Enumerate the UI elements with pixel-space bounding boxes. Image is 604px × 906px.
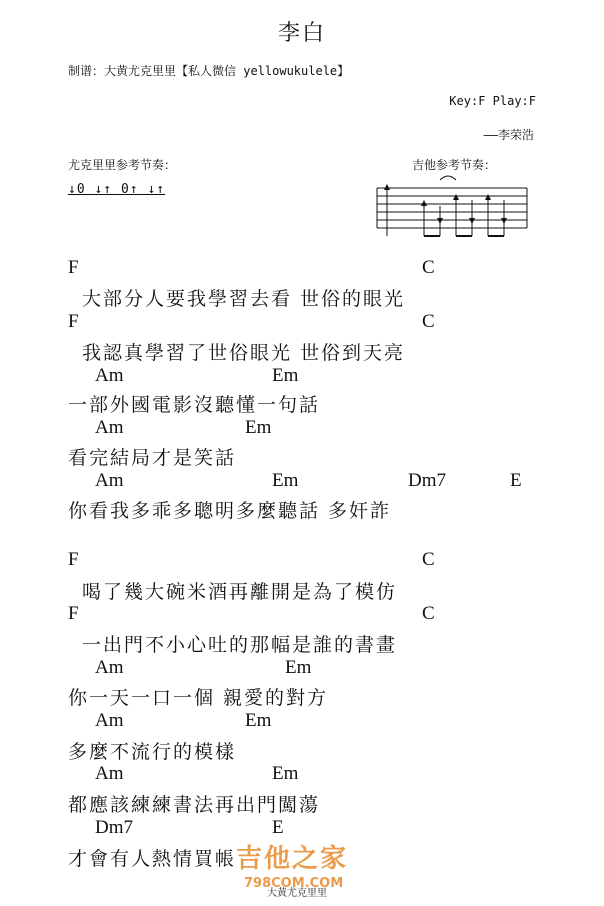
lyric-line: 多麼不流行的模樣	[68, 741, 237, 763]
lyric-line: 你看我多乖多聰明多麼聽話 多奸詐	[68, 500, 392, 522]
chord: E	[510, 470, 522, 491]
lyric-line: 你一天一口一個 親愛的對方	[68, 687, 329, 709]
chord: Am	[95, 470, 124, 491]
chord: C	[422, 257, 435, 278]
lyric-line: 我認真學習了世俗眼光 世俗到天亮	[82, 342, 406, 364]
key-play: Key:F Play:F	[449, 94, 536, 108]
chord: E	[272, 817, 284, 838]
lyric-line: 一部外國電影沒聽懂一句話	[68, 394, 321, 416]
guitar-rhythm-tab	[372, 170, 532, 242]
chord: Em	[272, 763, 299, 784]
chord: Am	[95, 657, 124, 678]
chord: Dm7	[408, 470, 446, 491]
chord: Dm7	[95, 817, 133, 838]
chord: C	[422, 311, 435, 332]
chord: C	[422, 603, 435, 624]
chord: Em	[245, 417, 272, 438]
chord: Am	[95, 763, 124, 784]
song-title: 李白	[277, 21, 326, 46]
guitar-rhythm-label: 吉他参考节奏：	[412, 158, 497, 172]
lyric-line: 喝了幾大碗米酒再離開是為了模仿	[82, 581, 398, 603]
chord: C	[422, 549, 435, 570]
chord: F	[68, 549, 79, 570]
lyric-line: 都應該練練書法再出門闖蕩	[68, 794, 321, 816]
watermark-url: 798COM.COM	[244, 876, 344, 891]
chord: F	[68, 603, 79, 624]
lyric-line: 大部分人要我學習去看 世俗的眼光	[82, 288, 406, 310]
credit-line: 制谱：大黄尤克里里【私人微信 yellowukulele】	[68, 64, 350, 78]
lyric-line: 一出門不小心吐的那幅是誰的書畫	[82, 634, 398, 656]
chord: F	[68, 257, 79, 278]
footer-credit: 大黄尤克里里	[267, 888, 327, 899]
chord: Em	[272, 470, 299, 491]
chord: Em	[245, 710, 272, 731]
chord: Em	[272, 365, 299, 386]
uke-rhythm-label: 尤克里里参考节奏：	[68, 158, 177, 172]
watermark-logo: 吉他之家	[236, 844, 349, 874]
lyric-line: 才會有人熱情買帳	[68, 848, 237, 870]
chord: Am	[95, 710, 124, 731]
chord: F	[68, 311, 79, 332]
artist: ——李荣浩	[483, 128, 534, 142]
uke-rhythm-pattern: ↓0 ↓↑ 0↑ ↓↑	[68, 182, 166, 197]
chord: Em	[285, 657, 312, 678]
chord: Am	[95, 417, 124, 438]
chord: Am	[95, 365, 124, 386]
lyric-line: 看完結局才是笑話	[68, 447, 237, 469]
